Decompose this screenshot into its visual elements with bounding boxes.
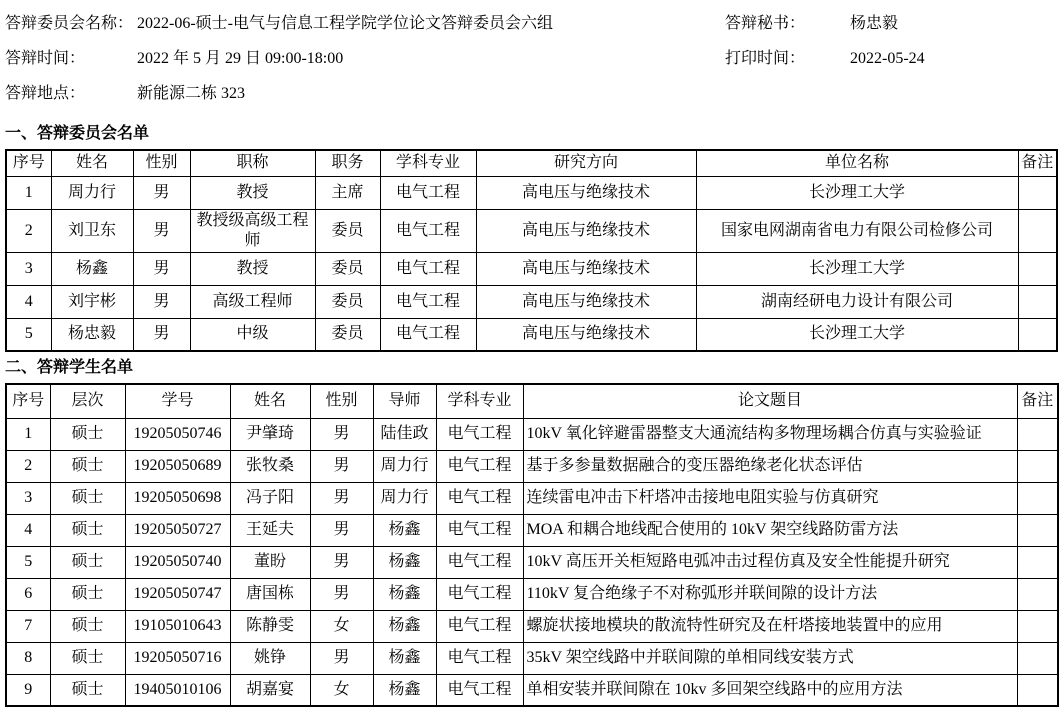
defense-location-label: 答辩地点： bbox=[5, 84, 86, 102]
column-header: 研究方向 bbox=[476, 150, 696, 176]
table-cell: 主席 bbox=[315, 176, 380, 209]
defense-time-label: 答辩时间： bbox=[5, 49, 86, 67]
table-cell: 电气工程 bbox=[436, 610, 523, 642]
table-row bbox=[6, 176, 1057, 209]
table-row bbox=[6, 610, 1058, 642]
table-cell: 男 bbox=[310, 450, 373, 482]
table-cell: 女 bbox=[310, 610, 373, 642]
table-cell bbox=[1018, 285, 1057, 318]
table-cell: 中级 bbox=[190, 318, 315, 351]
table-cell: 男 bbox=[310, 578, 373, 610]
table-cell: 8 bbox=[6, 642, 50, 674]
table-cell: 电气工程 bbox=[380, 318, 476, 351]
table-cell: 硕士 bbox=[50, 514, 125, 546]
table-cell: 19105010643 bbox=[125, 610, 230, 642]
table-cell: 4 bbox=[6, 285, 51, 318]
header-left-fields bbox=[5, 6, 725, 111]
table-cell bbox=[1017, 578, 1058, 610]
committee-name-label: 答辩委员会名称： bbox=[5, 14, 134, 32]
committee-name-value: 2022-06-硕士-电气与信息工程学院学位论文答辩委员会六组 bbox=[137, 14, 553, 32]
table-cell: 杨鑫 bbox=[373, 674, 436, 706]
table-cell: 6 bbox=[6, 578, 50, 610]
table-header-row bbox=[6, 384, 1058, 418]
table-cell: 电气工程 bbox=[436, 546, 523, 578]
table-cell bbox=[1017, 642, 1058, 674]
defense-secretary-value: 杨忠毅 bbox=[850, 14, 899, 32]
table-row bbox=[6, 546, 1058, 578]
table-cell: 硕士 bbox=[50, 418, 125, 450]
column-header: 层次 bbox=[50, 384, 125, 418]
table-row bbox=[6, 252, 1057, 285]
table-cell: 杨忠毅 bbox=[51, 318, 133, 351]
table-cell: 唐国栋 bbox=[230, 578, 310, 610]
table-cell: 冯子阳 bbox=[230, 482, 310, 514]
table-row bbox=[6, 674, 1058, 706]
table-cell: 高电压与绝缘技术 bbox=[476, 318, 696, 351]
table-cell: 女 bbox=[310, 674, 373, 706]
table-cell: 高电压与绝缘技术 bbox=[476, 209, 696, 252]
table-cell: 硕士 bbox=[50, 546, 125, 578]
table-cell: 19205050746 bbox=[125, 418, 230, 450]
table-cell: 男 bbox=[310, 418, 373, 450]
table-cell: 周力行 bbox=[51, 176, 133, 209]
table-cell bbox=[1018, 252, 1057, 285]
table-cell: 杨鑫 bbox=[373, 642, 436, 674]
column-header: 姓名 bbox=[230, 384, 310, 418]
defense-location-field bbox=[5, 76, 725, 111]
table-cell: 7 bbox=[6, 610, 50, 642]
column-header: 序号 bbox=[6, 384, 50, 418]
table-cell: 电气工程 bbox=[436, 674, 523, 706]
table-row bbox=[6, 578, 1058, 610]
table-cell: 杨鑫 bbox=[373, 610, 436, 642]
table-cell: 杨鑫 bbox=[373, 546, 436, 578]
section-title-students: 二、答辩学生名单 bbox=[5, 359, 134, 376]
table-cell: 电气工程 bbox=[436, 578, 523, 610]
column-header: 备注 bbox=[1018, 150, 1057, 176]
column-header: 性别 bbox=[310, 384, 373, 418]
table-cell: MOA 和耦合地线配合使用的 10kV 架空线路防雷方法 bbox=[523, 514, 1017, 546]
table-cell: 高电压与绝缘技术 bbox=[476, 252, 696, 285]
table-cell: 周力行 bbox=[373, 482, 436, 514]
table-cell: 5 bbox=[6, 546, 50, 578]
table-cell bbox=[1018, 176, 1057, 209]
table-cell: 长沙理工大学 bbox=[696, 318, 1018, 351]
table-cell: 男 bbox=[310, 514, 373, 546]
table-cell: 2 bbox=[6, 209, 51, 252]
table-cell: 委员 bbox=[315, 209, 380, 252]
print-time-label: 打印时间： bbox=[725, 49, 806, 67]
table-cell: 男 bbox=[310, 642, 373, 674]
table-cell: 电气工程 bbox=[380, 285, 476, 318]
table-cell: 姚铮 bbox=[230, 642, 310, 674]
table-cell: 高电压与绝缘技术 bbox=[476, 285, 696, 318]
table-cell: 高级工程师 bbox=[190, 285, 315, 318]
defense-students-table bbox=[5, 383, 1059, 707]
table-cell: 王延夫 bbox=[230, 514, 310, 546]
table-cell: 男 bbox=[133, 318, 190, 351]
table-cell: 电气工程 bbox=[380, 209, 476, 252]
table-cell: 杨鑫 bbox=[373, 578, 436, 610]
table-cell: 陈静雯 bbox=[230, 610, 310, 642]
table-cell bbox=[1017, 482, 1058, 514]
defense-location-value: 新能源二栋 323 bbox=[137, 84, 246, 102]
table-header-row bbox=[6, 150, 1057, 176]
defense-secretary-field bbox=[725, 6, 1059, 41]
table-cell: 男 bbox=[133, 252, 190, 285]
table-cell: 胡嘉宴 bbox=[230, 674, 310, 706]
table-cell: 男 bbox=[133, 285, 190, 318]
table-cell: 硕士 bbox=[50, 610, 125, 642]
table-cell: 10kV 高压开关柜短路电弧冲击过程仿真及安全性能提升研究 bbox=[523, 546, 1017, 578]
table-cell: 19205050727 bbox=[125, 514, 230, 546]
column-header: 学号 bbox=[125, 384, 230, 418]
table-cell: 连续雷电冲击下杆塔冲击接地电阻实验与仿真研究 bbox=[523, 482, 1017, 514]
table-row bbox=[6, 285, 1057, 318]
table-cell: 硕士 bbox=[50, 482, 125, 514]
table-cell: 高电压与绝缘技术 bbox=[476, 176, 696, 209]
table-cell: 19405010106 bbox=[125, 674, 230, 706]
table-cell: 电气工程 bbox=[436, 418, 523, 450]
table-cell: 硕士 bbox=[50, 578, 125, 610]
table-cell bbox=[1017, 514, 1058, 546]
table-cell: 委员 bbox=[315, 318, 380, 351]
table-cell: 1 bbox=[6, 176, 51, 209]
table-cell: 教授级高级工程师 bbox=[190, 209, 315, 252]
table-cell: 基于多参量数据融合的变压器绝缘老化状态评估 bbox=[523, 450, 1017, 482]
column-header: 学科专业 bbox=[380, 150, 476, 176]
column-header: 性别 bbox=[133, 150, 190, 176]
table-cell: 陆佳政 bbox=[373, 418, 436, 450]
section-title-committee: 一、答辩委员会名单 bbox=[5, 125, 150, 142]
table-cell: 19205050689 bbox=[125, 450, 230, 482]
column-header: 论文题目 bbox=[523, 384, 1017, 418]
table-cell: 杨鑫 bbox=[373, 514, 436, 546]
table-cell: 教授 bbox=[190, 176, 315, 209]
table-row bbox=[6, 318, 1057, 351]
table-cell: 5 bbox=[6, 318, 51, 351]
table-cell: 9 bbox=[6, 674, 50, 706]
table-cell: 国家电网湖南省电力有限公司检修公司 bbox=[696, 209, 1018, 252]
table-cell: 10kV 氧化锌避雷器整支大通流结构多物理场耦合仿真与实验验证 bbox=[523, 418, 1017, 450]
table-cell: 刘宇彬 bbox=[51, 285, 133, 318]
table-cell: 电气工程 bbox=[380, 252, 476, 285]
table-cell: 张牧桑 bbox=[230, 450, 310, 482]
table-cell: 长沙理工大学 bbox=[696, 176, 1018, 209]
table-cell bbox=[1017, 418, 1058, 450]
table-cell: 男 bbox=[133, 209, 190, 252]
table-cell: 电气工程 bbox=[436, 450, 523, 482]
table-cell: 19205050740 bbox=[125, 546, 230, 578]
table-cell: 董盼 bbox=[230, 546, 310, 578]
column-header: 备注 bbox=[1017, 384, 1058, 418]
table-cell bbox=[1017, 674, 1058, 706]
column-header: 职称 bbox=[190, 150, 315, 176]
table-cell: 周力行 bbox=[373, 450, 436, 482]
table-cell: 1 bbox=[6, 418, 50, 450]
table-cell: 男 bbox=[133, 176, 190, 209]
table-cell: 3 bbox=[6, 482, 50, 514]
table-cell bbox=[1017, 450, 1058, 482]
column-header: 单位名称 bbox=[696, 150, 1018, 176]
table-cell: 19205050698 bbox=[125, 482, 230, 514]
column-header: 职务 bbox=[315, 150, 380, 176]
table-cell: 男 bbox=[310, 482, 373, 514]
header-right-fields bbox=[725, 6, 1059, 76]
table-cell: 委员 bbox=[315, 252, 380, 285]
table-cell: 杨鑫 bbox=[51, 252, 133, 285]
column-header: 姓名 bbox=[51, 150, 133, 176]
table-cell: 湖南经研电力设计有限公司 bbox=[696, 285, 1018, 318]
table-row bbox=[6, 450, 1058, 482]
defense-secretary-label: 答辩秘书： bbox=[725, 14, 806, 32]
table-cell: 电气工程 bbox=[436, 642, 523, 674]
column-header: 学科专业 bbox=[436, 384, 523, 418]
table-cell: 尹肇琦 bbox=[230, 418, 310, 450]
table-cell: 刘卫东 bbox=[51, 209, 133, 252]
table-cell: 110kV 复合绝缘子不对称弧形并联间隙的设计方法 bbox=[523, 578, 1017, 610]
table-cell: 19205050716 bbox=[125, 642, 230, 674]
table-cell: 35kV 架空线路中并联间隙的单相同线安装方式 bbox=[523, 642, 1017, 674]
table-cell: 2 bbox=[6, 450, 50, 482]
table-cell: 单相安装并联间隙在 10kv 多回架空线路中的应用方法 bbox=[523, 674, 1017, 706]
table-cell bbox=[1018, 209, 1057, 252]
table-cell: 电气工程 bbox=[380, 176, 476, 209]
defense-time-value: 2022 年 5 月 29 日 09:00-18:00 bbox=[137, 49, 344, 67]
table-row bbox=[6, 209, 1057, 252]
column-header: 序号 bbox=[6, 150, 51, 176]
table-cell: 电气工程 bbox=[436, 482, 523, 514]
table-cell: 4 bbox=[6, 514, 50, 546]
committee-name-field bbox=[5, 6, 725, 41]
table-cell: 长沙理工大学 bbox=[696, 252, 1018, 285]
table-row bbox=[6, 418, 1058, 450]
defense-time-field bbox=[5, 41, 725, 76]
table-cell: 教授 bbox=[190, 252, 315, 285]
table-cell: 19205050747 bbox=[125, 578, 230, 610]
table-row bbox=[6, 514, 1058, 546]
table-cell: 男 bbox=[310, 546, 373, 578]
table-row bbox=[6, 642, 1058, 674]
document-header bbox=[5, 6, 1059, 111]
table-cell: 电气工程 bbox=[436, 514, 523, 546]
committee-members-table bbox=[5, 149, 1058, 352]
table-cell: 3 bbox=[6, 252, 51, 285]
table-cell: 螺旋状接地模块的散流特性研究及在杆塔接地装置中的应用 bbox=[523, 610, 1017, 642]
table-cell: 委员 bbox=[315, 285, 380, 318]
table-cell: 硕士 bbox=[50, 642, 125, 674]
table-cell: 硕士 bbox=[50, 450, 125, 482]
print-time-field bbox=[725, 41, 1059, 76]
column-header: 导师 bbox=[373, 384, 436, 418]
print-time-value: 2022-05-24 bbox=[850, 49, 925, 67]
table-cell: 硕士 bbox=[50, 674, 125, 706]
table-row bbox=[6, 482, 1058, 514]
table-cell bbox=[1017, 610, 1058, 642]
table-cell bbox=[1018, 318, 1057, 351]
table-cell bbox=[1017, 546, 1058, 578]
